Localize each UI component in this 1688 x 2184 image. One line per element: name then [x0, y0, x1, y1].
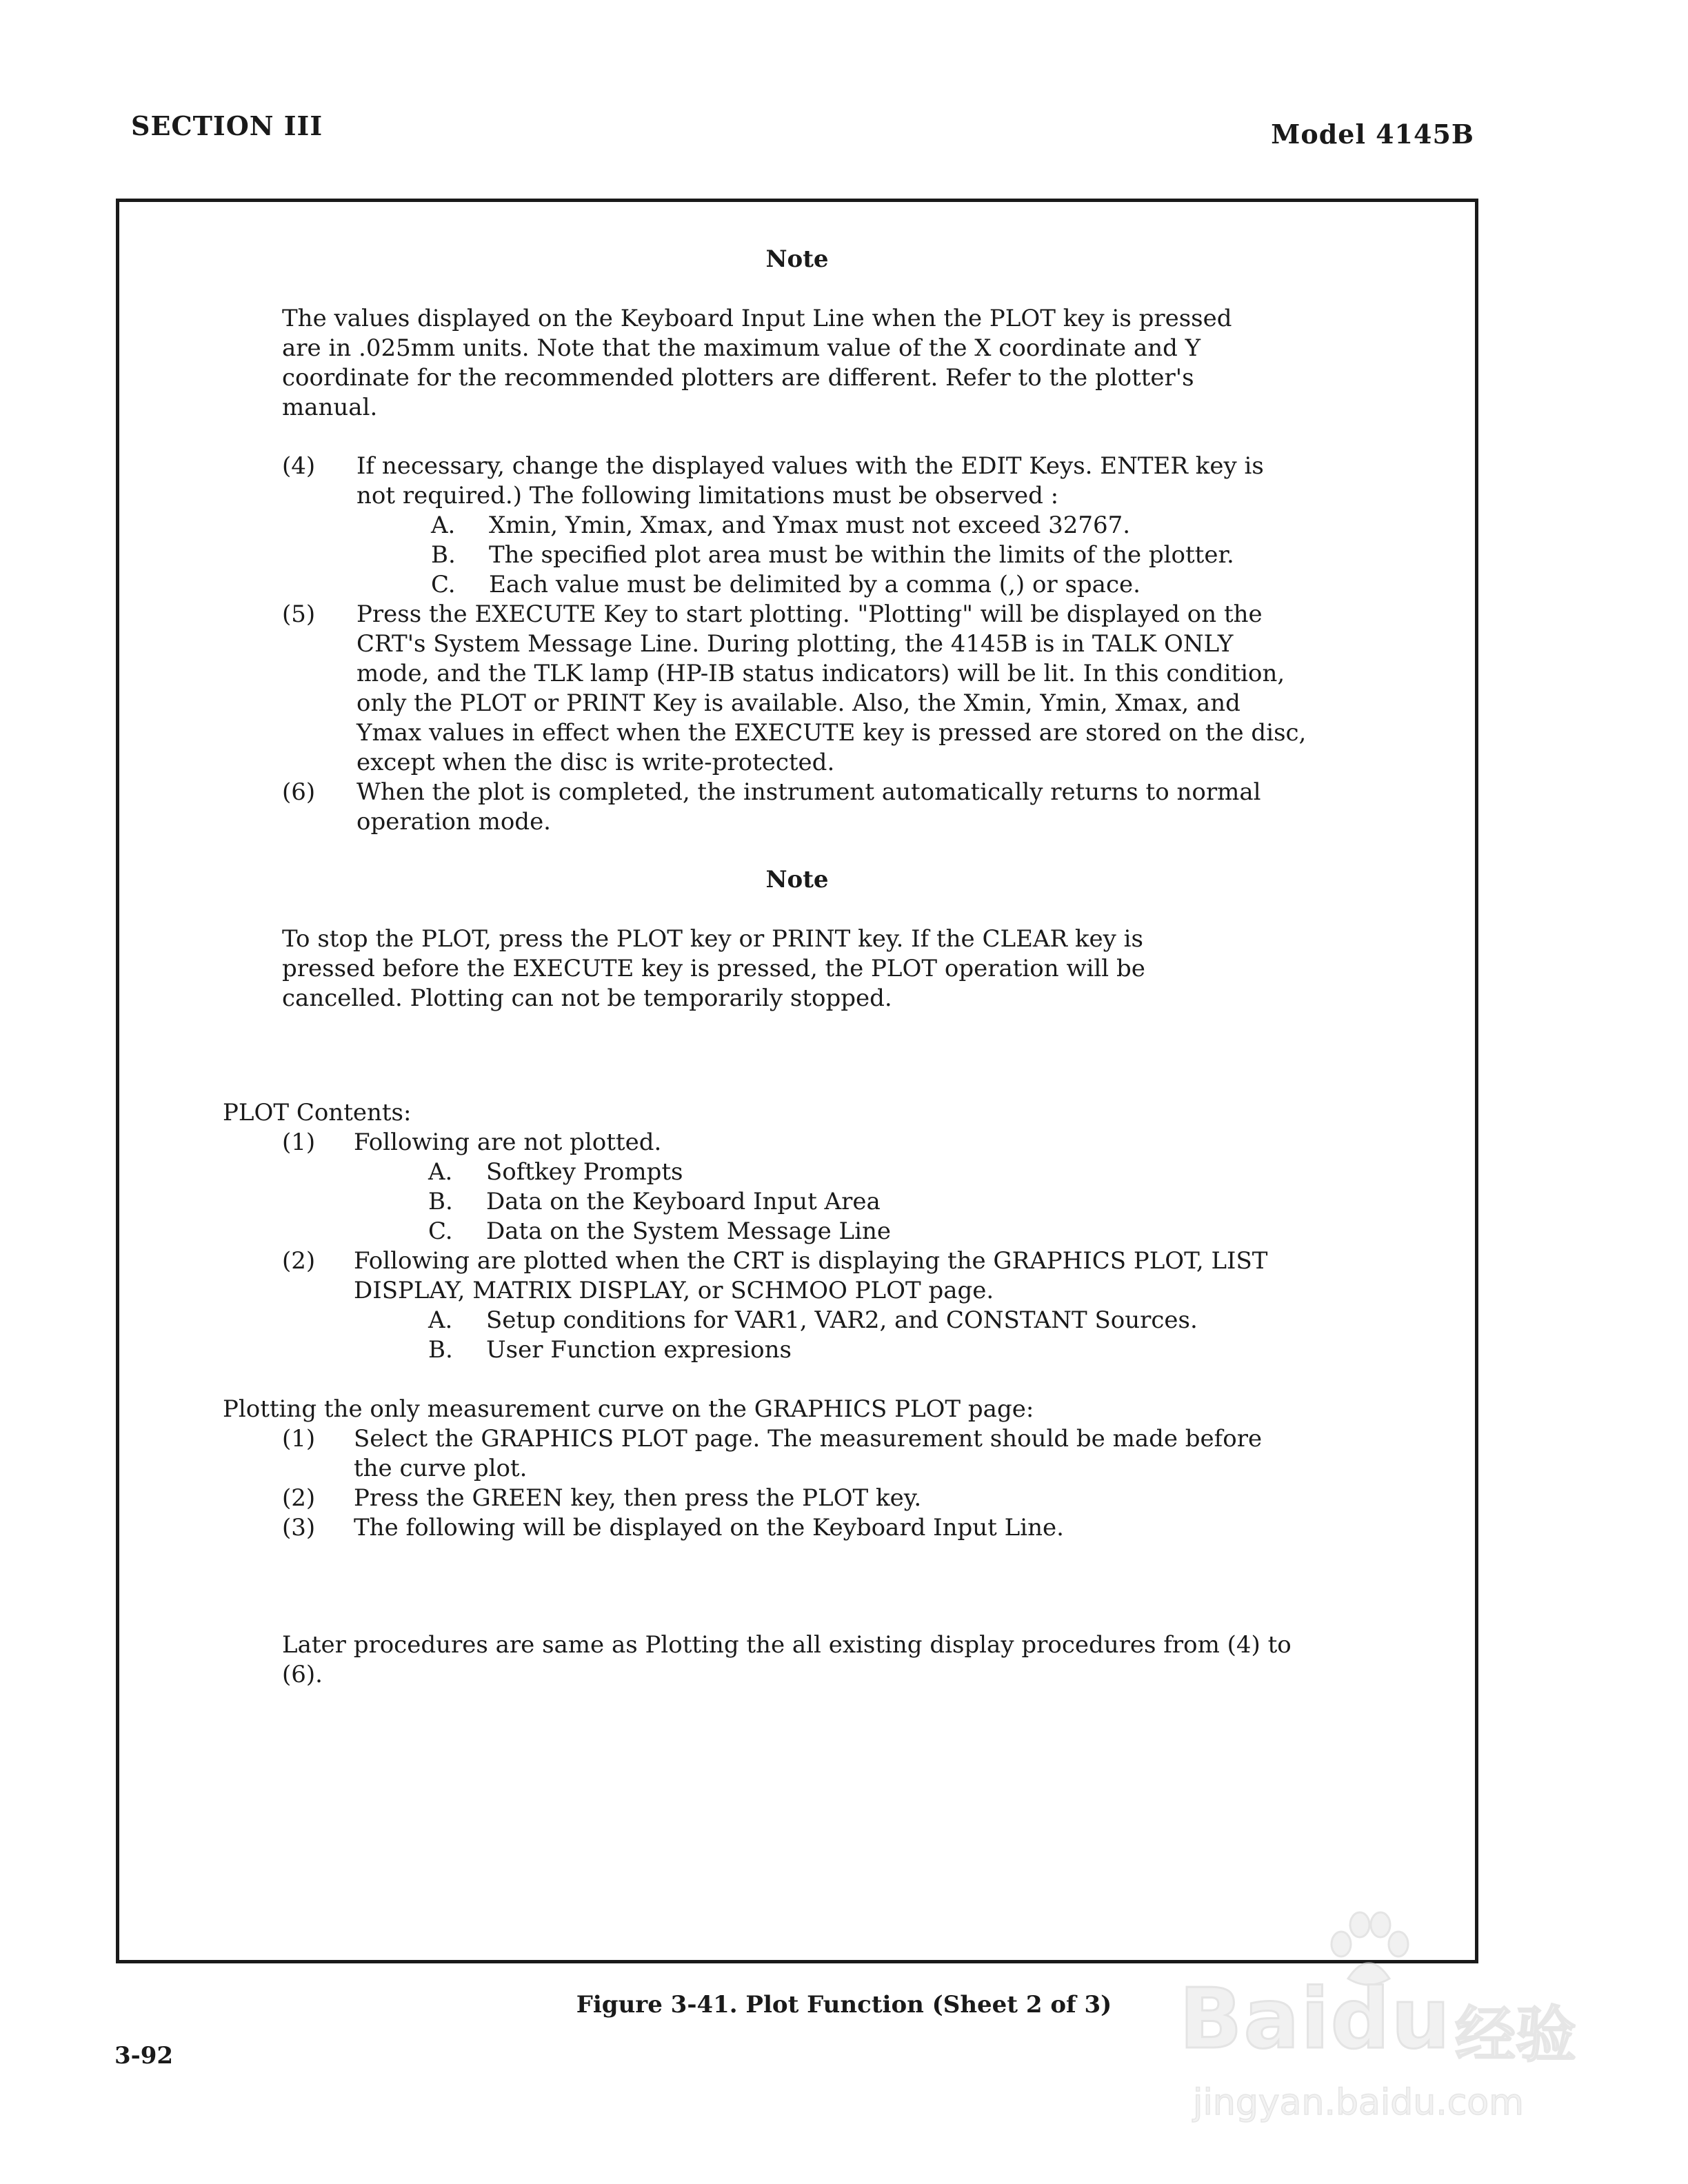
note1-line: The values displayed on the Keyboard Input Line when the PLOT key is pressed: [282, 305, 1232, 332]
step-line: only the PLOT or PRINT Key is available. Also, the Xmin, Ymin, Xmax, and: [356, 689, 1240, 717]
sub-letter: A.: [428, 1306, 453, 1334]
figure-caption: Figure 3-41. Plot Function (Sheet 2 of 3): [576, 1991, 1112, 2019]
step-line: Ymax values in effect when the EXECUTE key is pressed are stored on the disc,: [356, 719, 1307, 747]
sub-text: Setup conditions for VAR1, VAR2, and CONSTANT Sources.: [486, 1306, 1198, 1334]
sub-letter: C.: [431, 571, 456, 598]
sub-text: Each value must be delimited by a comma (,) or space.: [489, 571, 1141, 598]
graphics-line: Select the GRAPHICS PLOT page. The measurement should be made before: [354, 1425, 1263, 1453]
graphics-line: The following will be displayed on the Keyboard Input Line.: [354, 1514, 1064, 1541]
page-number: 3-92: [114, 2042, 174, 2070]
later-line: (6).: [282, 1661, 323, 1688]
sub-letter: C.: [428, 1217, 453, 1245]
sub-text: The specified plot area must be within the limits of the plotter.: [489, 541, 1234, 569]
watermark: [1179, 1923, 1607, 2144]
note1-line: are in .025mm units. Note that the maximum value of the X coordinate and Y: [282, 334, 1201, 362]
note1-line: coordinate for the recommended plotters are different. Refer to the plotter's: [282, 364, 1194, 392]
sub-letter: B.: [428, 1336, 453, 1364]
watermark-brand-bai: Bai: [1179, 1972, 1331, 2067]
step-line: except when the disc is write-protected.: [356, 749, 835, 776]
watermark-brand-du: du: [1330, 1972, 1451, 2067]
note2-line: cancelled. Plotting can not be temporarily stopped.: [282, 984, 892, 1012]
step-line: If necessary, change the displayed values with the EDIT Keys. ENTER key is: [356, 452, 1264, 480]
note1-title: Note: [765, 245, 829, 273]
model-label: Model 4145B: [1271, 119, 1474, 150]
graphics-number: (1): [282, 1425, 316, 1453]
contents-number: (2): [282, 1247, 316, 1275]
sub-letter: B.: [431, 541, 456, 569]
note2-title: Note: [765, 866, 829, 893]
sub-letter: A.: [431, 512, 456, 539]
graphics-number: (2): [282, 1484, 316, 1512]
graphics-number: (3): [282, 1514, 316, 1541]
figure-frame: [116, 199, 1478, 1963]
sub-text: User Function expresions: [486, 1336, 792, 1364]
step-number: (6): [282, 778, 316, 806]
graphics-title: Plotting the only measurement curve on the GRAPHICS PLOT page:: [223, 1395, 1034, 1423]
sub-text: Data on the System Message Line: [486, 1217, 891, 1245]
step-line: operation mode.: [356, 808, 551, 836]
sub-letter: A.: [428, 1158, 453, 1186]
watermark-brand: [1179, 1972, 1451, 2067]
section-label: SECTION III: [131, 110, 323, 141]
note2-line: To stop the PLOT, press the PLOT key or PRINT key. If the CLEAR key is: [282, 925, 1143, 953]
contents-text: Following are not plotted.: [354, 1129, 662, 1156]
step-number: (4): [282, 452, 316, 480]
step-number: (5): [282, 600, 316, 628]
later-line: Later procedures are same as Plotting the all existing display procedures from (4) to: [282, 1631, 1292, 1659]
step-line: When the plot is completed, the instrument automatically returns to normal: [356, 778, 1261, 806]
graphics-line: the curve plot.: [354, 1455, 528, 1482]
note1-line: manual.: [282, 394, 378, 421]
watermark-jingyan: 经验: [1455, 1999, 1577, 2070]
step-line: CRT's System Message Line. During plotting, the 4145B is in TALK ONLY: [356, 630, 1234, 658]
step-line: not required.) The following limitations must be observed :: [356, 482, 1059, 509]
sub-text: Xmin, Ymin, Xmax, and Ymax must not exceed 32767.: [489, 512, 1131, 539]
contents-line: DISPLAY, MATRIX DISPLAY, or SCHMOO PLOT page.: [354, 1277, 994, 1304]
sub-text: Data on the Keyboard Input Area: [486, 1188, 881, 1215]
step-line: Press the EXECUTE Key to start plotting. "Plotting" will be displayed on the: [356, 600, 1263, 628]
graphics-line: Press the GREEN key, then press the PLOT key.: [354, 1484, 922, 1512]
contents-title: PLOT Contents:: [223, 1099, 412, 1126]
contents-line: Following are plotted when the CRT is displaying the GRAPHICS PLOT, LIST: [354, 1247, 1268, 1275]
sub-text: Softkey Prompts: [486, 1158, 683, 1186]
contents-number: (1): [282, 1129, 316, 1156]
note2-line: pressed before the EXECUTE key is pressed, the PLOT operation will be: [282, 955, 1145, 982]
sub-letter: B.: [428, 1188, 453, 1215]
step-line: mode, and the TLK lamp (HP-IB status indicators) will be lit. In this condition,: [356, 660, 1285, 687]
watermark-url: jingyan.baidu.com: [1193, 2082, 1524, 2123]
